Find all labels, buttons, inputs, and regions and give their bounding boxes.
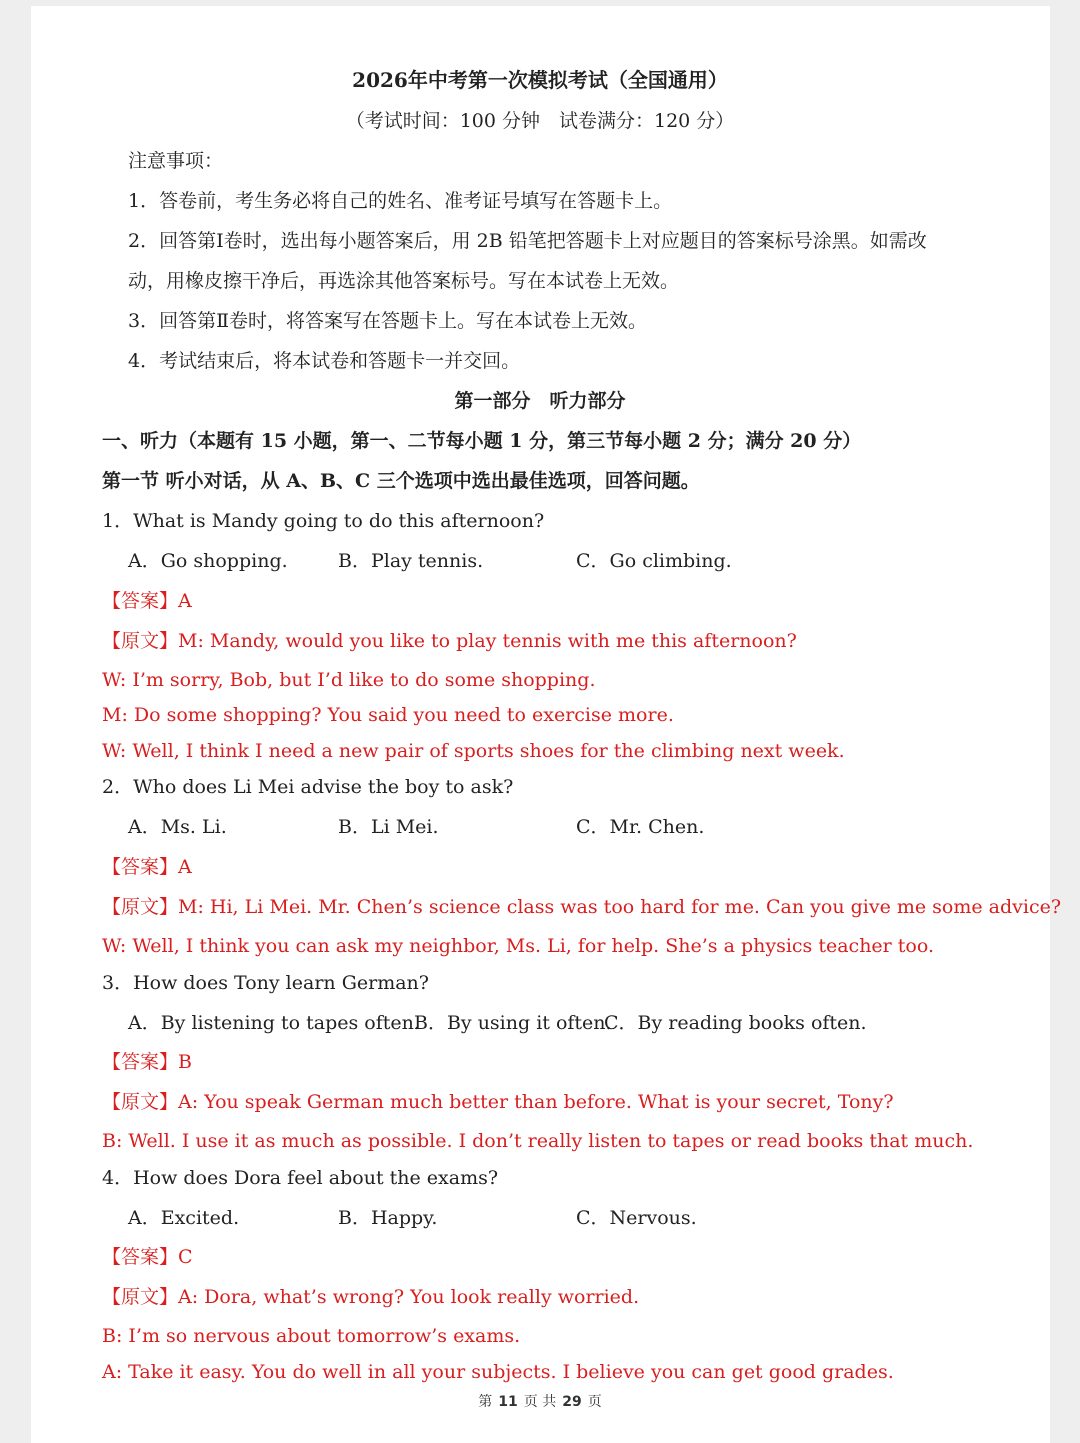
script-line — [102, 628, 1080, 654]
script-line: W: Well, I think I need a new pair of sports shoes for the climbing next week. — [102, 740, 845, 762]
script-line: B: Well. I use it as much as possible. I don’t really listen to tapes or read books that much. — [102, 1130, 974, 1152]
option-a: A．Excited. — [128, 1207, 240, 1229]
script-label: 【原文】 — [102, 630, 179, 652]
script-line: M: Do some shopping? You said you need to exercise more. — [102, 704, 674, 726]
answer-line — [102, 1049, 1080, 1075]
footer-middle: 页 共 — [523, 1394, 557, 1410]
question-stem: 1．What is Mandy going to do this afternoon? — [102, 510, 545, 532]
notice-item: 动，用橡皮擦干净后，再选涂其他答案标号。写在本试卷上无效。 — [128, 270, 680, 292]
current-page-number: 11 — [498, 1394, 518, 1410]
option-a: A．By listening to tapes often. — [128, 1012, 420, 1034]
option-c: C．Mr. Chen. — [576, 816, 705, 838]
option-a: A．Go shopping. — [128, 550, 288, 572]
exam-title: 2026年中考第一次模拟考试（全国通用） — [352, 68, 728, 92]
option-c: C．Nervous. — [576, 1207, 697, 1229]
option-a: A．Ms. Li. — [128, 816, 227, 838]
notice-heading: 注意事项： — [128, 150, 224, 172]
exam-subtitle: （考试时间：100 分钟 试卷满分：120 分） — [345, 110, 735, 132]
notice-item: 3．回答第Ⅱ卷时，将答案写在答题卡上。写在本试卷上无效。 — [128, 310, 648, 332]
answer-label: 【答案】 — [102, 856, 179, 878]
notice-item: 1．答卷前，考生务必将自己的姓名、准考证号填写在答题卡上。 — [128, 190, 673, 212]
answer-value: C — [178, 1246, 193, 1268]
notice-item: 2．回答第Ⅰ卷时，选出每小题答案后，用 2B 铅笔把答题卡上对应题目的答案标号涂黑。如需改 — [128, 230, 927, 252]
script-line: W: I’m sorry, Bob, but I’d like to do some shopping. — [102, 669, 596, 691]
answer-line — [102, 1244, 1080, 1270]
answer-value: B — [178, 1051, 192, 1073]
script-text: A: Dora, what’s wrong? You look really worried. — [178, 1286, 640, 1308]
answer-line — [102, 588, 1080, 614]
script-text: A: You speak German much better than before. What is your secret, Tony? — [178, 1091, 894, 1113]
option-b: B．Happy. — [338, 1207, 438, 1229]
answer-line — [102, 854, 1080, 880]
option-b: B．Li Mei. — [338, 816, 439, 838]
page-footer — [0, 1392, 1080, 1412]
script-line — [102, 1089, 1080, 1115]
section-title: 一、听力（本题有 15 小题，第一、二节每小题 1 分，第三节每小题 2 分；满分 20 分） — [102, 430, 862, 452]
question-stem: 4．How does Dora feel about the exams? — [102, 1167, 499, 1189]
answer-value: A — [178, 856, 192, 878]
answer-label: 【答案】 — [102, 1246, 179, 1268]
script-line: B: I’m so nervous about tomorrow’s exams. — [102, 1325, 521, 1347]
script-text: M: Mandy, would you like to play tennis with me this afternoon? — [178, 630, 797, 652]
answer-label: 【答案】 — [102, 590, 179, 612]
part-title: 第一部分 听力部分 — [454, 390, 626, 412]
option-b: B．By using it often. — [414, 1012, 612, 1034]
question-stem: 2．Who does Li Mei advise the boy to ask? — [102, 776, 514, 798]
notice-item: 4．考试结束后，将本试卷和答题卡一并交回。 — [128, 350, 521, 372]
subsection-title: 第一节 听小对话，从 A、B、C 三个选项中选出最佳选项，回答问题。 — [102, 470, 700, 492]
total-page-number: 29 — [562, 1394, 582, 1410]
script-label: 【原文】 — [102, 1286, 179, 1308]
script-line — [102, 894, 1080, 920]
script-line — [102, 1284, 1080, 1310]
option-b: B．Play tennis. — [338, 550, 484, 572]
script-line: W: Well, I think you can ask my neighbor, Ms. Li, for help. She’s a physics teacher too. — [102, 935, 935, 957]
answer-label: 【答案】 — [102, 1051, 179, 1073]
script-line: A: Take it easy. You do well in all your subjects. I believe you can get good grades. — [102, 1361, 894, 1383]
question-stem: 3．How does Tony learn German? — [102, 972, 429, 994]
script-label: 【原文】 — [102, 1091, 179, 1113]
option-c: C．Go climbing. — [576, 550, 732, 572]
script-label: 【原文】 — [102, 896, 179, 918]
footer-suffix: 页 — [587, 1394, 602, 1410]
option-c: C．By reading books often. — [604, 1012, 867, 1034]
footer-prefix: 第 — [478, 1394, 493, 1410]
script-text: M: Hi, Li Mei. Mr. Chen’s science class was too hard for me. Can you give me some advice? — [178, 896, 1062, 918]
answer-value: A — [178, 590, 192, 612]
